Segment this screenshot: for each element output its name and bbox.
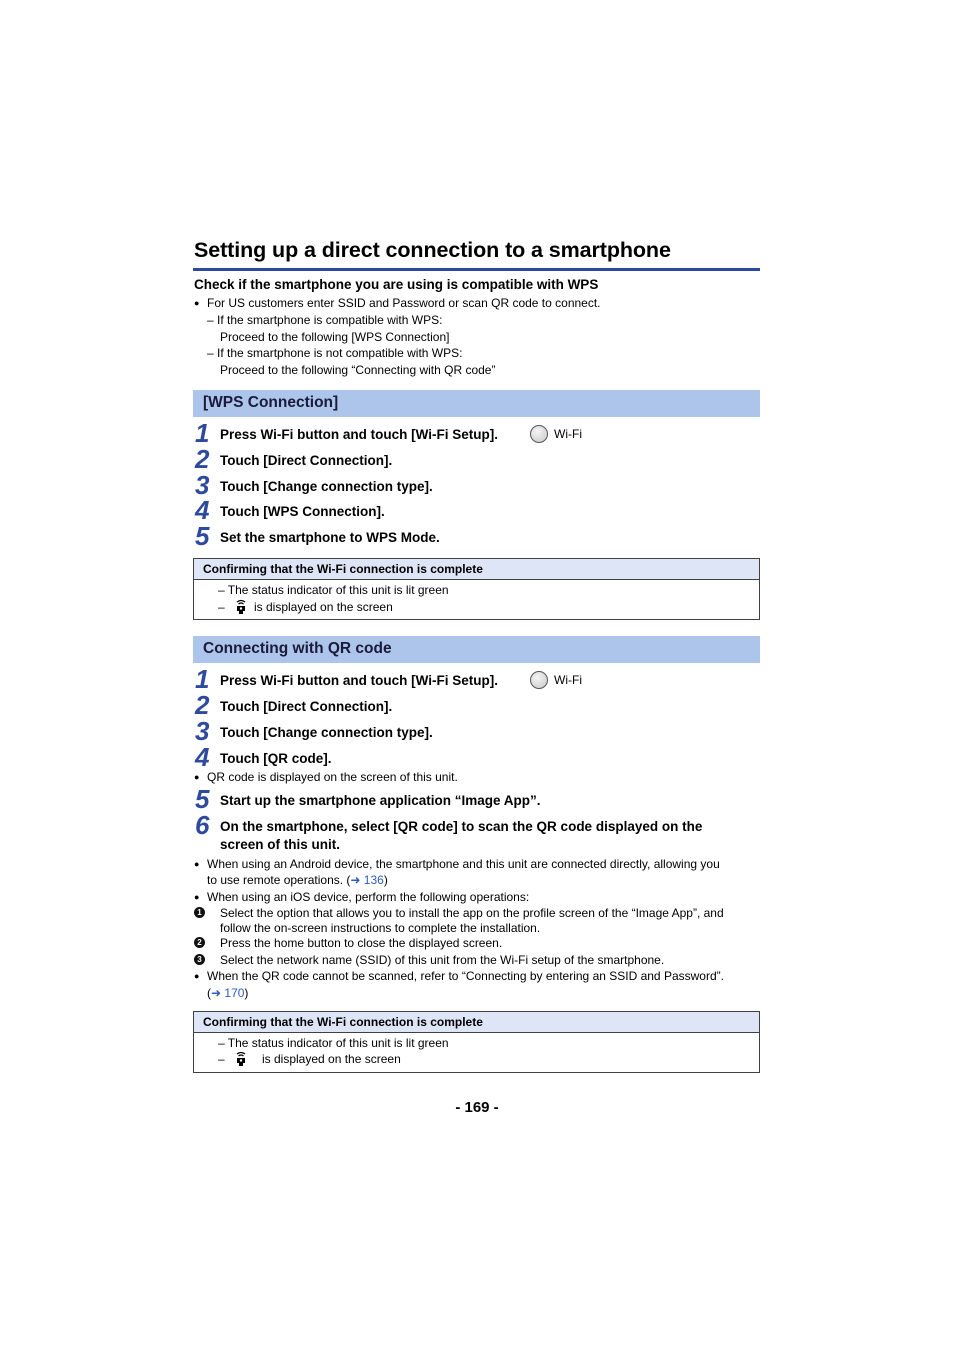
note-text: When using an Android device, the smartphone and this unit are connected directly, allowing you (207, 857, 720, 871)
confirm-line-dash: – (218, 600, 225, 614)
operation-text: Select the network name (SSID) of this unit from the Wi-Fi setup of the smartphone. (220, 953, 665, 967)
step-text: screen of this unit. (220, 837, 341, 852)
wifi-button-icon (530, 671, 548, 689)
bullet-icon: ● (194, 772, 200, 782)
note-bullet (194, 856, 720, 873)
qr-section-title: Connecting with QR code (203, 640, 392, 657)
check-bullet-text: For US customers enter SSID and Password or scan QR code to connect. (207, 296, 601, 310)
wps-confirm-box (193, 558, 760, 620)
step-circle-icon: 3 (194, 954, 205, 965)
step-number: 2 (195, 444, 210, 474)
wps-section-header (193, 390, 760, 417)
step-number: 4 (195, 742, 210, 772)
note-text: When the QR code cannot be scanned, refer to “Connecting by entering an SSID and Password”. (207, 969, 724, 983)
confirm-line: is displayed on the screen (254, 600, 393, 614)
step-number: 2 (195, 690, 210, 720)
confirm-line-dash: – (218, 1052, 225, 1066)
confirm-box-header (194, 1012, 759, 1033)
note-bullet (194, 889, 529, 906)
page-title: Setting up a direct connection to a smartphone (194, 238, 671, 262)
step-text: Touch [Change connection type]. (220, 725, 433, 740)
step-text: Touch [Direct Connection]. (220, 699, 393, 714)
wifi-button-icon (530, 425, 548, 443)
step-circle-icon: 1 (194, 907, 205, 918)
step-circle-icon: 2 (194, 937, 205, 948)
step-text: Set the smartphone to WPS Mode. (220, 530, 440, 545)
step-number: 1 (195, 664, 210, 694)
note-text-part: ( (207, 986, 211, 1000)
confirm-line: – The status indicator of this unit is lit green (218, 1036, 449, 1050)
check-line: Proceed to the following “Connecting with QR code” (220, 363, 496, 377)
qr-section-header (193, 636, 760, 663)
step-text: On the smartphone, select [QR code] to scan the QR code displayed on the (220, 819, 703, 834)
note-text-part: ) (383, 873, 388, 887)
bullet-icon: ● (194, 859, 200, 869)
operation-text: Select the option that allows you to install the app on the profile screen of the “Image App”, and (220, 906, 724, 920)
step-number: 4 (195, 495, 210, 525)
step-number: 3 (195, 716, 210, 746)
step-text: Press Wi-Fi button and touch [Wi-Fi Setup]. (220, 427, 498, 442)
bullet-icon: ● (194, 298, 200, 308)
confirm-box-title: Confirming that the Wi-Fi connection is complete (203, 1015, 483, 1029)
note-text: When using an iOS device, perform the following operations: (207, 890, 530, 904)
note-text-part: ) (244, 986, 249, 1000)
note-text-part: to use remote operations. ( (207, 873, 351, 887)
step-number: 3 (195, 470, 210, 500)
page-number: - 169 - (455, 1099, 499, 1116)
step-number: 6 (195, 810, 210, 840)
operation-text: follow the on-screen instructions to complete the installation. (220, 921, 541, 935)
step-number: 1 (195, 418, 210, 448)
check-bullet (194, 295, 601, 312)
wifi-label: Wi-Fi (554, 673, 582, 687)
operation-item (194, 935, 502, 952)
qr-confirm-box (193, 1011, 760, 1073)
check-line: Proceed to the following [WPS Connection] (220, 330, 450, 344)
title-underline (193, 268, 760, 271)
wifi-label: Wi-Fi (554, 427, 582, 441)
step-text: Touch [Change connection type]. (220, 479, 433, 494)
wifi-connected-icon (234, 1051, 248, 1067)
step-text: Touch [QR code]. (220, 751, 332, 766)
note-bullet (194, 968, 724, 985)
confirm-line: is displayed on the screen (262, 1052, 401, 1066)
operation-text: Press the home button to close the displayed screen. (220, 936, 503, 950)
note-text (207, 985, 248, 1002)
note-text (207, 872, 388, 889)
check-line: – If the smartphone is compatible with WPS: (207, 313, 443, 327)
wifi-connected-icon (234, 599, 248, 615)
page-link-136[interactable]: ➜ 136 (350, 873, 384, 887)
step-text: Touch [Direct Connection]. (220, 453, 393, 468)
bullet-icon: ● (194, 971, 200, 981)
step-number: 5 (195, 521, 210, 551)
step-text: Start up the smartphone application “Image App”. (220, 793, 541, 808)
confirm-box-header (194, 559, 759, 580)
wps-section-title: [WPS Connection] (203, 394, 339, 411)
confirm-box-title: Confirming that the Wi-Fi connection is complete (203, 562, 483, 576)
check-line: – If the smartphone is not compatible with WPS: (207, 346, 463, 360)
page-link-170[interactable]: ➜ 170 (211, 986, 245, 1000)
step-text: Touch [WPS Connection]. (220, 504, 385, 519)
note-text: QR code is displayed on the screen of this unit. (207, 770, 458, 784)
bullet-icon: ● (194, 892, 200, 902)
step-number: 5 (195, 784, 210, 814)
confirm-line: – The status indicator of this unit is lit green (218, 583, 449, 597)
compatibility-heading: Check if the smartphone you are using is compatible with WPS (194, 277, 599, 292)
step-text: Press Wi-Fi button and touch [Wi-Fi Setup]. (220, 673, 498, 688)
operation-item (194, 952, 664, 969)
note-bullet (194, 769, 458, 786)
